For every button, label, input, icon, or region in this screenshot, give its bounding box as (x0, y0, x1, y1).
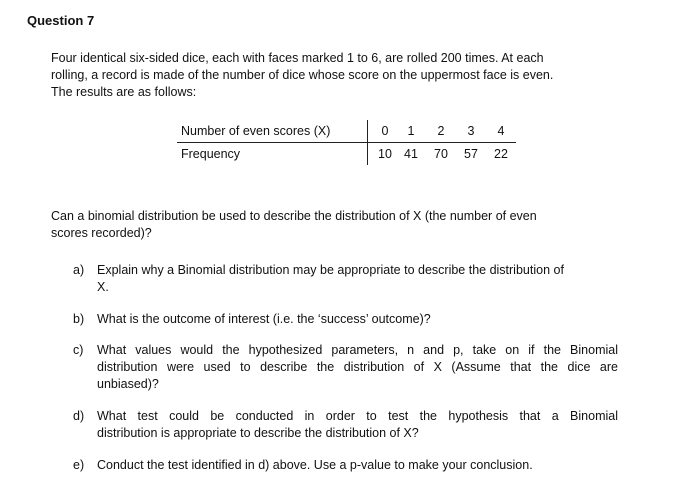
part-line: X. (97, 280, 109, 294)
frequency-cell: 22 (494, 146, 508, 161)
frequency-cell: 41 (404, 146, 418, 161)
x-cell: 4 (486, 120, 516, 143)
intro-paragraph (51, 50, 621, 101)
part-line: Explain why a Binomial distribution may be appropriate to describe the distribution of (97, 263, 564, 277)
frequency-cell: 57 (464, 146, 478, 161)
part-marker: d) (73, 409, 85, 423)
table-row-frequency (177, 143, 516, 166)
part-d (73, 408, 618, 442)
question-heading: Question 7 (27, 13, 95, 28)
part-line: What test could be conducted in order to test the hypothesis that a Binomial (97, 409, 618, 423)
frequency-cell: 70 (434, 146, 448, 161)
part-line: unbiased)? (97, 377, 159, 391)
part-marker: a) (73, 263, 85, 277)
intro-line: rolling, a record is made of the number of dice whose score on the uppermost face is even. (51, 68, 554, 82)
part-line: distribution were used to describe the distribution of X (Assume that the dice are (97, 360, 618, 374)
frequency-table (177, 120, 516, 165)
part-marker: b) (73, 312, 85, 326)
part-line: What is the outcome of interest (i.e. the ‘success’ outcome)? (97, 312, 431, 326)
question-line: scores recorded)? (51, 226, 152, 240)
frequency-cell: 10 (368, 143, 397, 166)
intro-line: Four identical six-sided dice, each with faces marked 1 to 6, are rolled 200 times. At each (51, 51, 544, 65)
intro-line: The results are as follows: (51, 85, 197, 99)
question-line: Can a binomial distribution be used to describe the distribution of X (the number of even (51, 209, 537, 223)
x-cell: 0 (368, 120, 397, 143)
part-marker: e) (73, 458, 85, 472)
part-line: What values would the hypothesized parameters, n and p, take on if the Binomial (97, 343, 618, 357)
x-cell: 1 (396, 120, 426, 143)
part-b (73, 311, 618, 328)
part-c (73, 342, 618, 393)
part-marker: c) (73, 343, 84, 357)
part-line: distribution is appropriate to describe the distribution of X? (97, 426, 419, 440)
row-label-frequency: Frequency (181, 146, 241, 161)
main-question (51, 208, 631, 242)
part-e (73, 457, 618, 474)
row-label-x: Number of even scores (X) (177, 120, 368, 143)
x-cell: 2 (426, 120, 456, 143)
part-a (73, 262, 618, 296)
part-line: Conduct the test identified in d) above. Use a p-value to make your conclusion. (97, 458, 533, 472)
table-row-x (177, 120, 516, 143)
x-cell: 3 (456, 120, 486, 143)
